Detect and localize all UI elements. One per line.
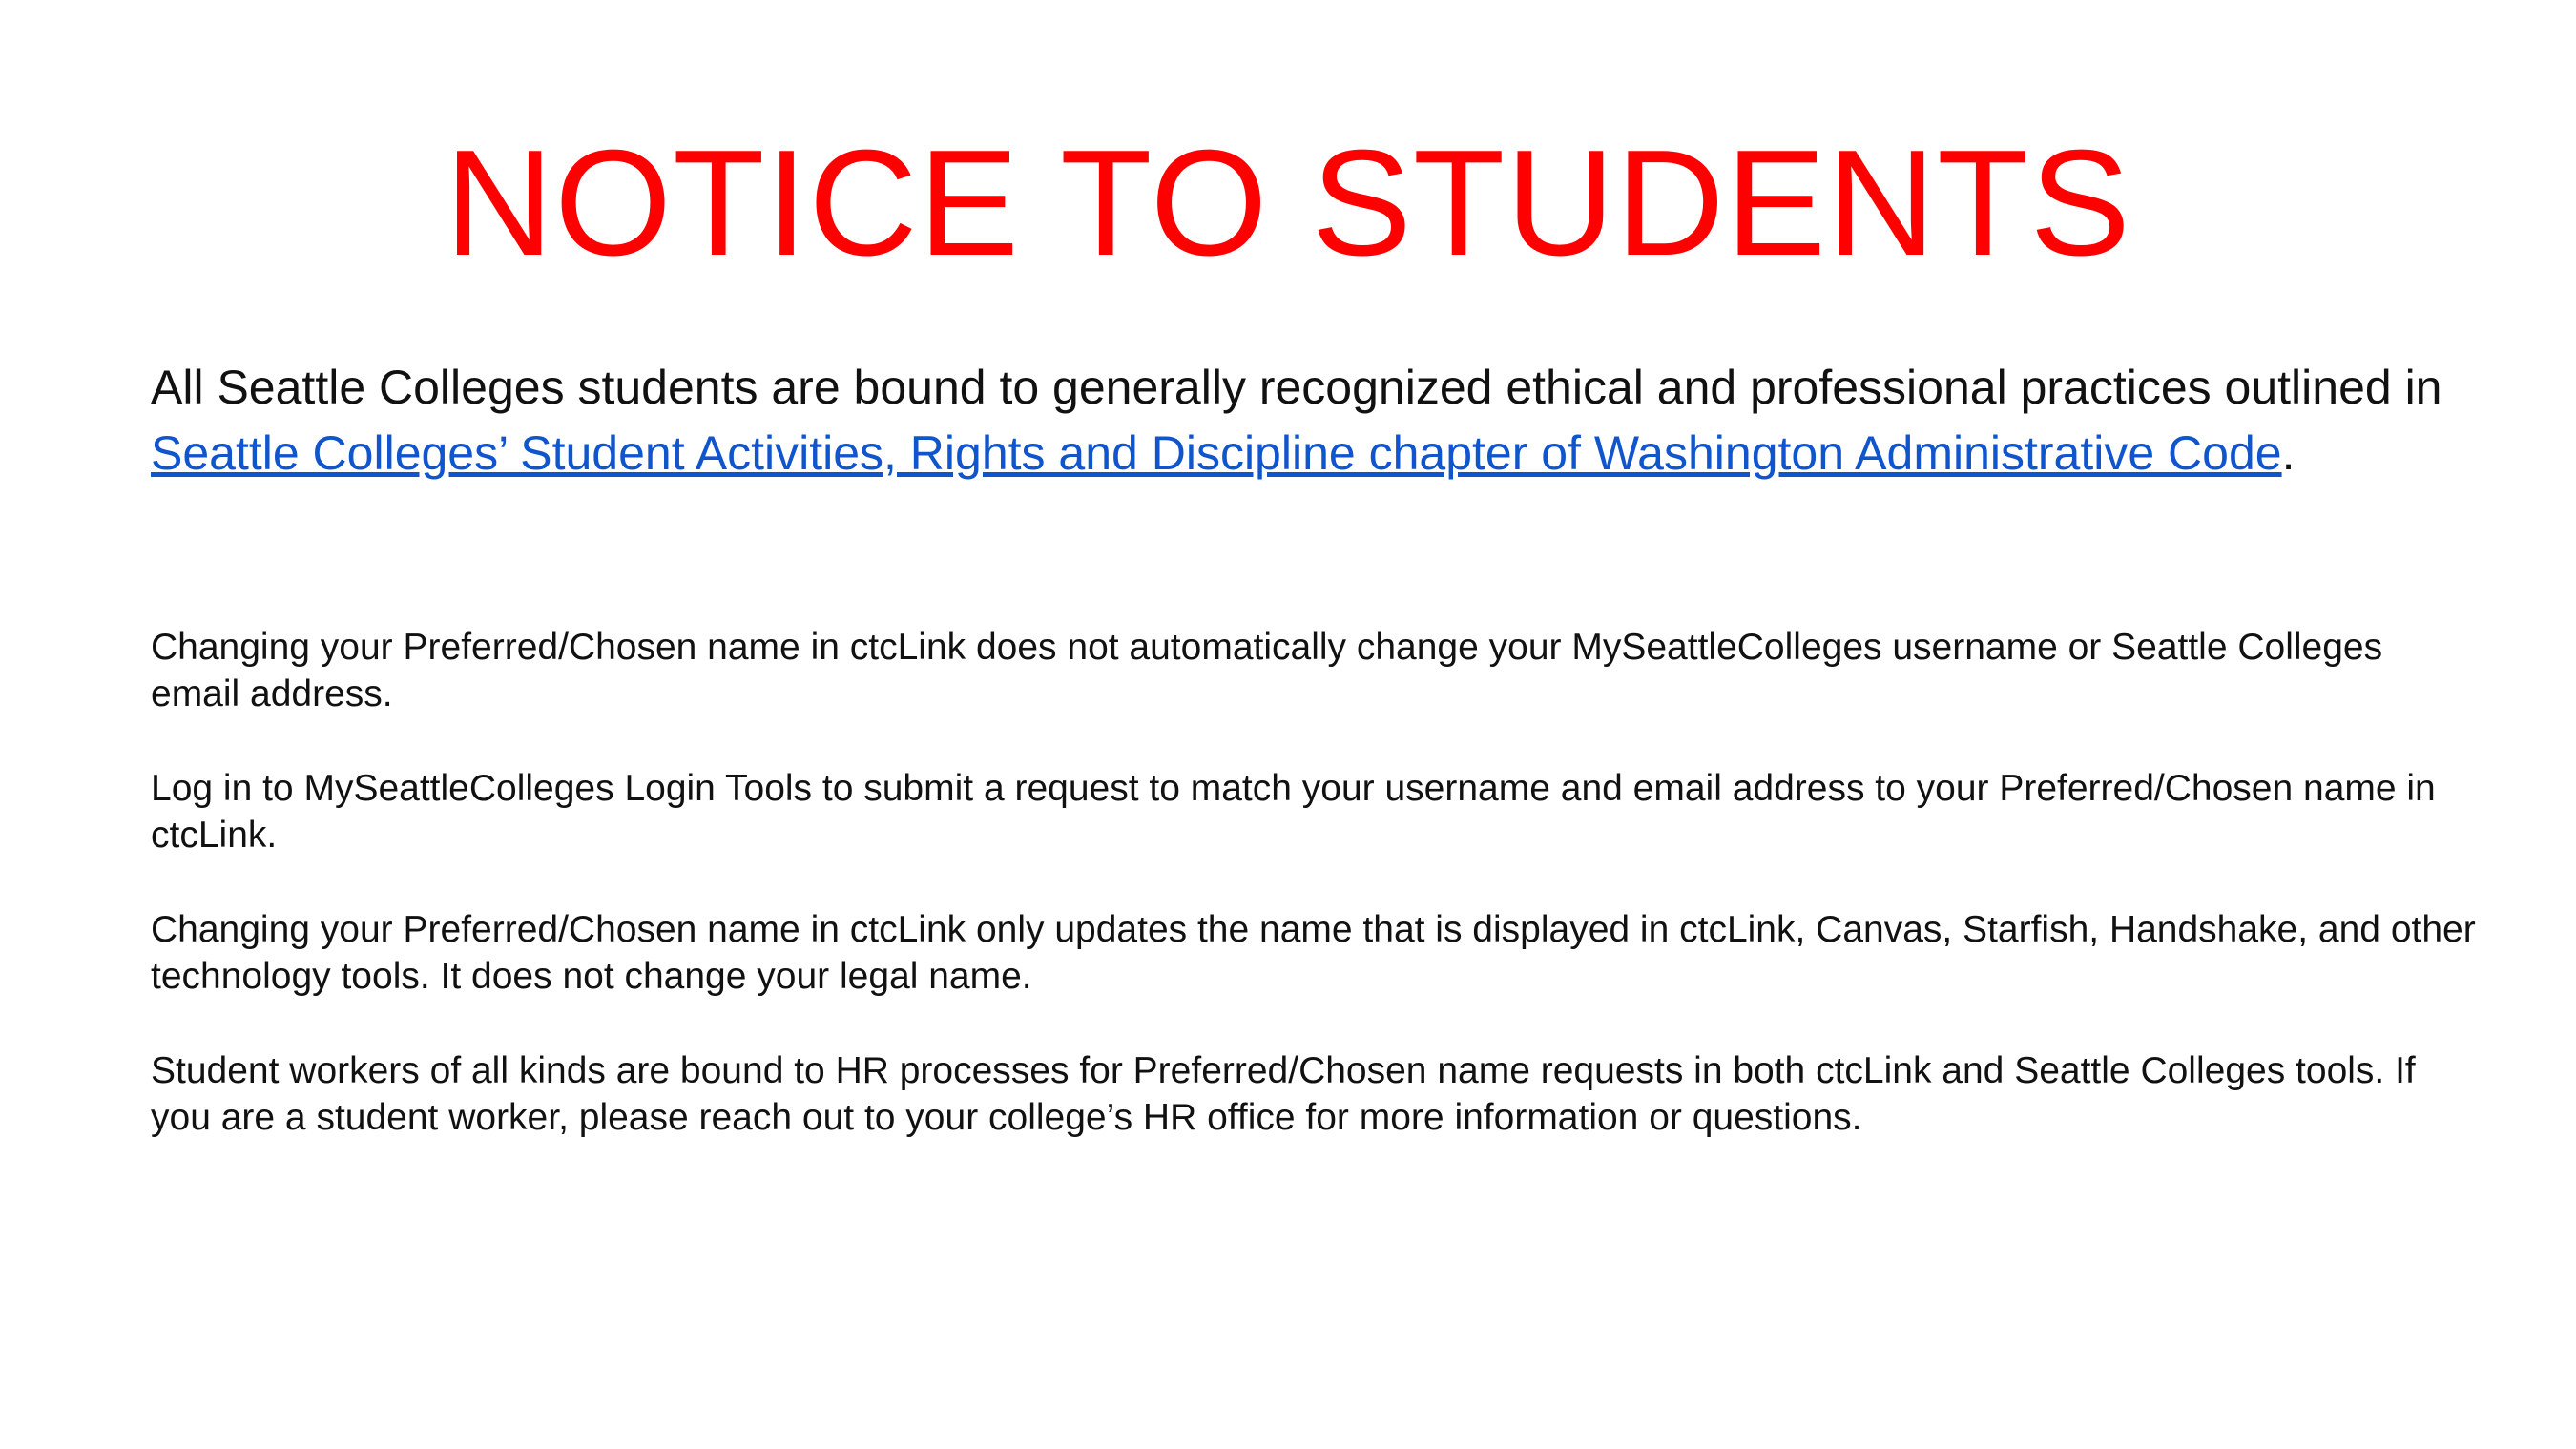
- intro-paragraph: [151, 355, 2460, 486]
- page-title: NOTICE TO STUDENTS: [445, 119, 2131, 287]
- intro-text: All Seattle Colleges students are bound to generally recognized ethical and professional practices outlined in: [151, 361, 2442, 414]
- intro-period: .: [2281, 426, 2296, 480]
- display-name-paragraph: Changing your Preferred/Chosen name in ctcLink only updates the name that is displayed in ctcLink, Canvas, Starfish, Handshake, and other technology tools. It does not change your legal name.: [151, 909, 2476, 997]
- wac-discipline-link[interactable]: Seattle Colleges’ Student Activities, Rights and Discipline chapter of Washington Administrative Code: [151, 426, 2282, 480]
- student-worker-paragraph: Student workers of all kinds are bound to HR processes for Preferred/Chosen name requests in both ctcLink and Seattle Colleges tools. If you are a student worker, please reach out to your college’s HR office for more information or questions.: [151, 1050, 2416, 1138]
- login-tools-paragraph: Log in to MySeattleColleges Login Tools to submit a request to match your username and email address to your Preferred/Chosen name in ctcLink.: [151, 768, 2436, 856]
- username-notice-paragraph: Changing your Preferred/Chosen name in ctcLink does not automatically change your MySeattleColleges username or Seattle Colleges email address.: [151, 627, 2383, 714]
